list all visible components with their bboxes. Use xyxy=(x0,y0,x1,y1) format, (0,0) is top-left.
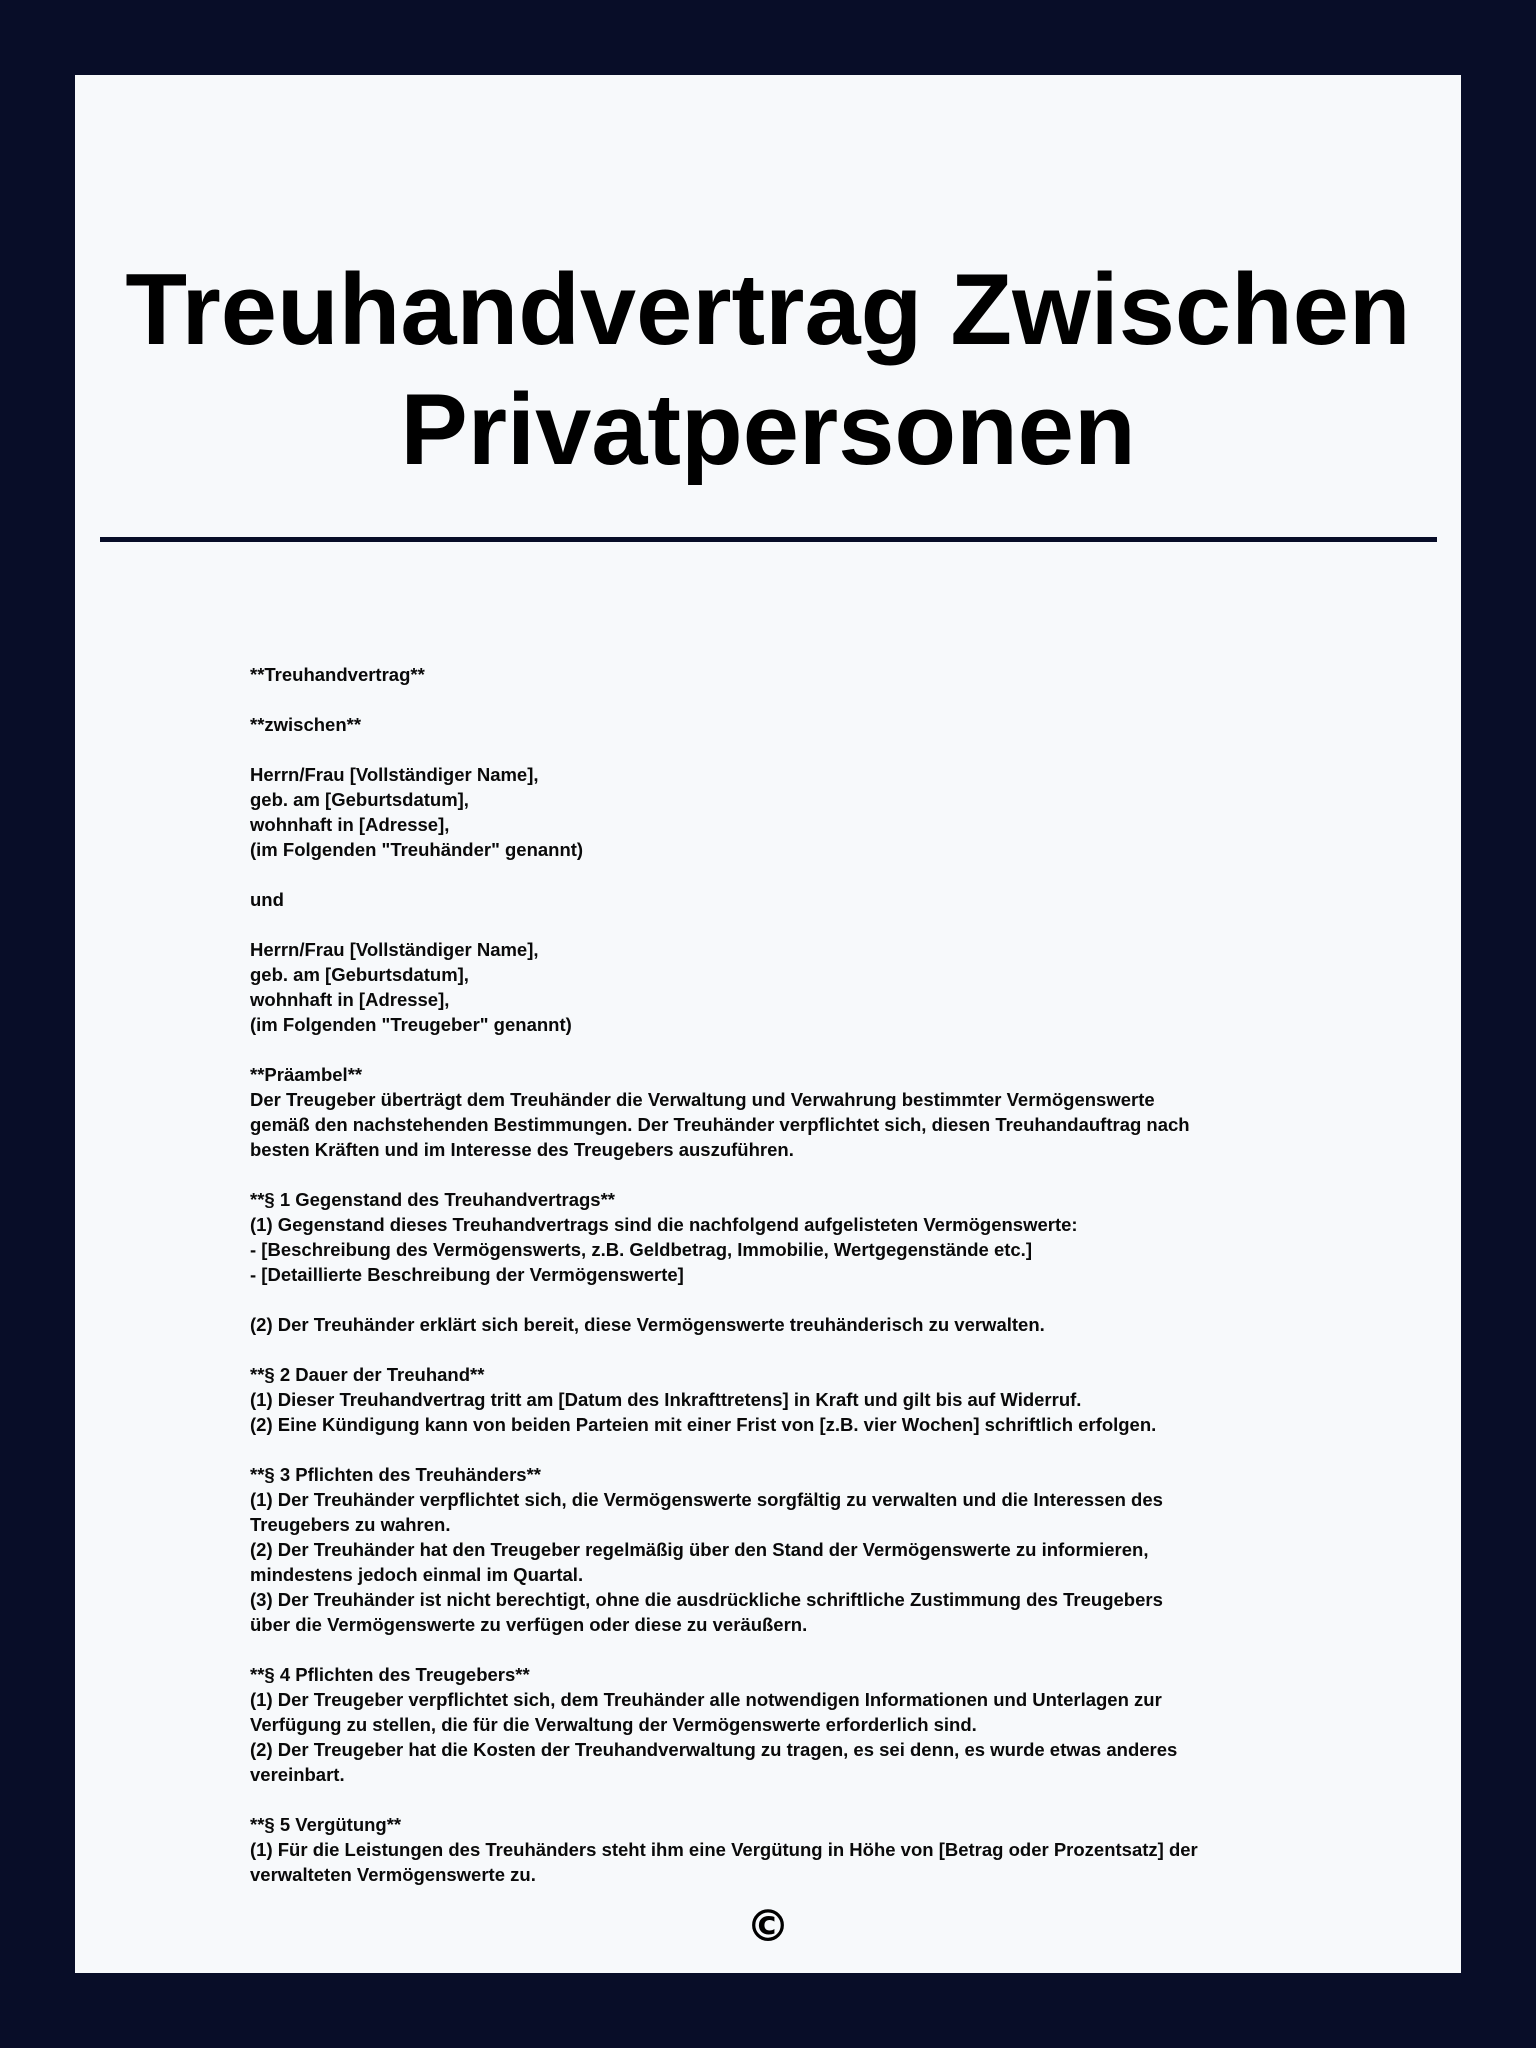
spacer xyxy=(250,1637,1310,1662)
party-address: wohnhaft in [Adresse], xyxy=(250,814,450,835)
paragraph-line: (2) Der Treuhänder erklärt sich bereit, diese Vermögenswerte treuhänderisch zu verwalten. xyxy=(250,1314,1045,1335)
paragraph-line: (1) Der Treuhänder verpflichtet sich, die Vermögenswerte sorgfältig zu verwalten und die Interessen des xyxy=(250,1489,1163,1510)
paragraph-line: (3) Der Treuhänder ist nicht berechtigt, ohne die ausdrückliche schriftliche Zustimmung des Treugebers xyxy=(250,1589,1163,1610)
section-heading: **Präambel** xyxy=(250,1064,363,1085)
paragraph-line: besten Kräften und im Interesse des Treugebers auszuführen. xyxy=(250,1139,794,1160)
spacer xyxy=(250,1787,1310,1812)
section-heading: **§ 2 Dauer der Treuhand** xyxy=(250,1364,485,1385)
and-label: und xyxy=(250,889,284,910)
paragraph-line: (1) Dieser Treuhandvertrag tritt am [Datum des Inkrafttretens] in Kraft und gilt bis auf Widerruf. xyxy=(250,1389,1082,1410)
paragraph-line: Verfügung zu stellen, die für die Verwaltung der Vermögenswerte erforderlich sind. xyxy=(250,1714,977,1735)
contract-heading: **Treuhandvertrag** xyxy=(250,664,425,685)
paragraph-line: mindestens jedoch einmal im Quartal. xyxy=(250,1564,584,1585)
paragraph-line: (2) Der Treugeber hat die Kosten der Treuhandverwaltung zu tragen, es sei denn, es wurde etwas anderes xyxy=(250,1739,1178,1760)
paragraph-line: Der Treugeber überträgt dem Treuhänder die Verwaltung und Verwahrung bestimmter Vermögenswerte xyxy=(250,1089,1155,1110)
list-item: - [Beschreibung des Vermögenswerts, z.B. Geldbetrag, Immobilie, Wertgegenstände etc.] xyxy=(250,1239,1032,1260)
paragraph-line: (2) Eine Kündigung kann von beiden Parteien mit einer Frist von [z.B. vier Wochen] schriftlich erfolgen. xyxy=(250,1414,1157,1435)
contract-body xyxy=(250,662,1310,1887)
paragraph-line: Treugebers zu wahren. xyxy=(250,1514,451,1535)
spacer xyxy=(250,912,1310,937)
section-2 xyxy=(250,1362,1310,1437)
between-label: **zwischen** xyxy=(250,714,362,735)
party-role: (im Folgenden "Treugeber" genannt) xyxy=(250,1014,572,1035)
spacer xyxy=(250,737,1310,762)
paragraph-line: (2) Der Treuhänder hat den Treugeber regelmäßig über den Stand der Vermögenswerte zu informieren, xyxy=(250,1539,1149,1560)
paragraph-line: (1) Gegenstand dieses Treuhandvertrags sind die nachfolgend aufgelisteten Vermögenswerte: xyxy=(250,1214,1078,1235)
document-page xyxy=(75,75,1461,1973)
section-4 xyxy=(250,1662,1310,1787)
party-name: Herrn/Frau [Vollständiger Name], xyxy=(250,764,539,785)
paragraph-line: vereinbart. xyxy=(250,1764,345,1785)
page-title xyxy=(75,250,1461,490)
party-trustor xyxy=(250,937,1310,1037)
party-name: Herrn/Frau [Vollständiger Name], xyxy=(250,939,539,960)
spacer xyxy=(250,1037,1310,1062)
spacer xyxy=(250,1162,1310,1187)
section-heading: **§ 4 Pflichten des Treugebers** xyxy=(250,1664,530,1685)
paragraph-line: (1) Der Treugeber verpflichtet sich, dem Treuhänder alle notwendigen Informationen und Unterlagen zur xyxy=(250,1689,1162,1710)
spacer xyxy=(250,1287,1310,1312)
party-birthdate: geb. am [Geburtsdatum], xyxy=(250,964,469,985)
section-heading: **§ 5 Vergütung** xyxy=(250,1814,402,1835)
section-heading: **§ 3 Pflichten des Treuhänders** xyxy=(250,1464,541,1485)
title-line-2: Privatpersonen xyxy=(400,374,1136,486)
title-line-1: Treuhandvertrag Zwischen xyxy=(125,254,1411,366)
paragraph-line: verwalteten Vermögenswerte zu. xyxy=(250,1864,536,1885)
list-item: - [Detaillierte Beschreibung der Vermögenswerte] xyxy=(250,1264,684,1285)
copyright-icon: © xyxy=(746,1901,790,1952)
paragraph-line: gemäß den nachstehenden Bestimmungen. Der Treuhänder verpflichtet sich, diesen Treuhandauftrag nach xyxy=(250,1114,1190,1135)
spacer xyxy=(250,687,1310,712)
preamble-section xyxy=(250,1062,1310,1162)
paragraph-line: (1) Für die Leistungen des Treuhänders steht ihm eine Vergütung in Höhe von [Betrag oder Prozentsatz] der xyxy=(250,1839,1198,1860)
spacer xyxy=(250,1337,1310,1362)
title-divider xyxy=(100,537,1437,542)
spacer xyxy=(250,1437,1310,1462)
section-heading: **§ 1 Gegenstand des Treuhandvertrags** xyxy=(250,1189,615,1210)
party-role: (im Folgenden "Treuhänder" genannt) xyxy=(250,839,584,860)
party-birthdate: geb. am [Geburtsdatum], xyxy=(250,789,469,810)
section-5 xyxy=(250,1812,1310,1887)
spacer xyxy=(250,862,1310,887)
party-address: wohnhaft in [Adresse], xyxy=(250,989,450,1010)
party-trustee xyxy=(250,762,1310,862)
paragraph-line: über die Vermögenswerte zu verfügen oder diese zu veräußern. xyxy=(250,1614,808,1635)
section-3 xyxy=(250,1462,1310,1637)
section-1 xyxy=(250,1187,1310,1337)
